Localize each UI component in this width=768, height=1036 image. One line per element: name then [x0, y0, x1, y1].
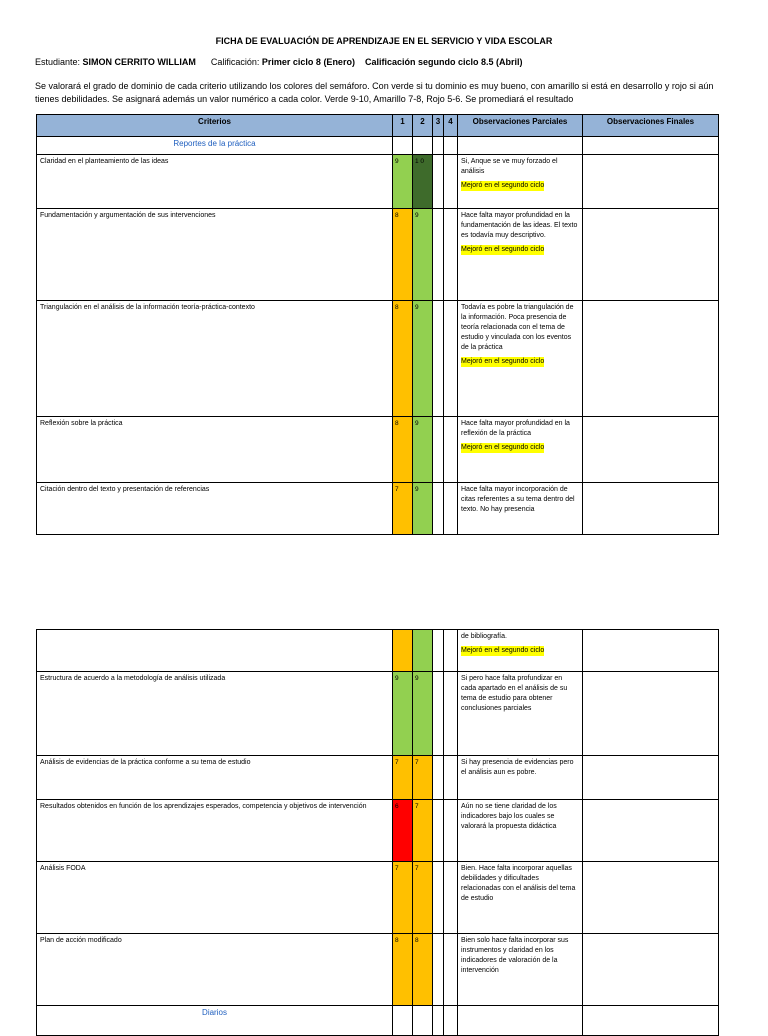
empty-cell: [433, 1006, 444, 1036]
section-title: Reportes de la práctica: [37, 137, 393, 155]
score-cycle-3: [433, 672, 444, 756]
table-row: [37, 155, 719, 209]
table-row: [37, 483, 719, 535]
criterio-cell: Citación dentro del texto y presentación de referencias: [37, 483, 393, 535]
observation-text: Si, Anque se ve muy forzado el análisis: [461, 158, 558, 175]
table-row: [37, 209, 719, 301]
column-header-observaciones-parciales: Observaciones Parciales: [458, 115, 583, 137]
criterio-cell: Análisis de evidencias de la práctica conforme a su tema de estudio: [37, 756, 393, 800]
score-cycle-4: [444, 209, 458, 301]
criterio-cell: Estructura de acuerdo a la metodología de análisis utilizada: [37, 672, 393, 756]
grade-label: Calificación:: [210, 57, 262, 67]
empty-cell: [393, 1006, 413, 1036]
grade-second-cycle: Calificación segundo ciclo 8.5 (Abril): [364, 57, 523, 67]
score-cycle-4: [444, 630, 458, 672]
score-cycle-4: [444, 934, 458, 1006]
score-cycle-3: [433, 209, 444, 301]
score-cycle-1: 8: [393, 301, 413, 417]
student-line: [35, 57, 523, 67]
score-cycle-2: 7: [413, 756, 433, 800]
score-cycle-1: 8: [393, 934, 413, 1006]
observation-text: Hace falta mayor profundidad en la reflexión de la práctica: [461, 420, 570, 437]
score-cycle-1: 8: [393, 209, 413, 301]
empty-cell: [583, 1006, 719, 1036]
observaciones-parciales-cell: [458, 800, 583, 862]
observation-text: Aún no se tiene claridad de los indicadores bajo los cuales se valorará la propuesta didáctica: [461, 803, 557, 830]
empty-cell: [413, 1006, 433, 1036]
observation-text: Todavía es pobre la triangulación de la información. Poca presencia de teoría relacionada con el tema de estudio y vinculada con los eventos de la práctica: [461, 304, 574, 351]
improvement-note: Mejoró en el segundo ciclo: [461, 246, 545, 253]
observaciones-parciales-cell: [458, 209, 583, 301]
observaciones-finales-cell: [583, 800, 719, 862]
empty-cell: [444, 1006, 458, 1036]
score-cycle-3: [433, 862, 444, 934]
score-cycle-1: 7: [393, 483, 413, 535]
column-header-4: 4: [444, 115, 458, 137]
criterio-cell: Resultados obtenidos en función de los aprendizajes esperados, competencia y objetivos de intervención: [37, 800, 393, 862]
score-cycle-3: [433, 483, 444, 535]
criterio-cell: Plan de acción modificado: [37, 934, 393, 1006]
score-cycle-4: [444, 301, 458, 417]
observaciones-finales-cell: [583, 934, 719, 1006]
score-cycle-1: 7: [393, 756, 413, 800]
observaciones-parciales-cell: [458, 672, 583, 756]
observaciones-parciales-cell: [458, 934, 583, 1006]
student-name: SIMON CERRITO WILLIAM: [82, 57, 196, 67]
observaciones-finales-cell: [583, 630, 719, 672]
score-cycle-2: 9: [413, 672, 433, 756]
score-cycle-4: [444, 672, 458, 756]
evaluation-table-page-2: [36, 629, 719, 1036]
improvement-note: Mejoró en el segundo ciclo: [461, 182, 545, 189]
score-cycle-3: [433, 301, 444, 417]
score-cycle-2: [413, 630, 433, 672]
table-row: [37, 630, 719, 672]
column-header-criterios: Criterios: [37, 115, 393, 137]
observaciones-finales-cell: [583, 483, 719, 535]
criterio-cell: Triangulación en el análisis de la información teoría-práctica-contexto: [37, 301, 393, 417]
score-cycle-4: [444, 155, 458, 209]
score-cycle-1: 7: [393, 862, 413, 934]
observaciones-finales-cell: [583, 417, 719, 483]
improvement-note: Mejoró en el segundo ciclo: [461, 358, 545, 365]
score-cycle-1: 8: [393, 417, 413, 483]
score-cycle-2: 9: [413, 209, 433, 301]
observaciones-finales-cell: [583, 209, 719, 301]
score-cycle-3: [433, 417, 444, 483]
observation-text: Hace falta mayor incorporación de citas referentes a su tema dentro del texto. No hay presencia: [461, 486, 575, 513]
criterio-cell: Claridad en el planteamiento de las ideas: [37, 155, 393, 209]
table-row: [37, 417, 719, 483]
table-row: [37, 800, 719, 862]
table-row: [37, 934, 719, 1006]
score-cycle-3: [433, 934, 444, 1006]
observation-text: Hace falta mayor profundidad en la fundamentación de las ideas. El texto es todavía muy descriptivo.: [461, 212, 578, 239]
score-cycle-2: 8: [413, 934, 433, 1006]
score-cycle-3: [433, 630, 444, 672]
observation-text: de bibliografía.: [461, 633, 507, 640]
observaciones-parciales-cell: [458, 862, 583, 934]
section-title: Diarios: [37, 1006, 393, 1036]
score-cycle-2: 9: [413, 483, 433, 535]
score-cycle-1: [393, 630, 413, 672]
score-cycle-2: 9: [413, 301, 433, 417]
observaciones-parciales-cell: [458, 483, 583, 535]
score-cycle-3: [433, 756, 444, 800]
column-header-observaciones-finales: Observaciones Finales: [583, 115, 719, 137]
column-header-3: 3: [433, 115, 444, 137]
intro-paragraph: Se valorará el grado de dominio de cada criterio utilizando los colores del semáforo. Con verde si tu dominio es muy bueno, con amarillo si está en desarrollo y rojo si aún tienes debilidades. Se asignará además un valor numérico a cada color. Verde 9-10, Amarillo 7-8, Rojo 5-6. Se promediará el resultado: [35, 81, 714, 104]
table-row: [37, 756, 719, 800]
observaciones-finales-cell: [583, 756, 719, 800]
section-row: [37, 137, 719, 155]
score-cycle-3: [433, 155, 444, 209]
score-cycle-2: 1 0: [413, 155, 433, 209]
observation-text: Bien solo hace falta incorporar sus instrumentos y claridad en los indicadores de valoración de la intervención: [461, 937, 569, 974]
table-row: [37, 862, 719, 934]
column-header-1: 1: [393, 115, 413, 137]
observaciones-finales-cell: [583, 672, 719, 756]
score-cycle-3: [433, 800, 444, 862]
observaciones-finales-cell: [583, 301, 719, 417]
column-header-2: 2: [413, 115, 433, 137]
observaciones-finales-cell: [583, 155, 719, 209]
improvement-note: Mejoró en el segundo ciclo: [461, 647, 545, 654]
grade-first-cycle: Primer ciclo 8 (Enero): [261, 57, 355, 67]
score-cycle-4: [444, 862, 458, 934]
student-label: Estudiante:: [35, 57, 83, 67]
document-title: FICHA DE EVALUACIÓN DE APRENDIZAJE EN EL SERVICIO Y VIDA ESCOLAR: [215, 36, 553, 46]
criterio-cell: [37, 630, 393, 672]
score-cycle-2: 7: [413, 862, 433, 934]
score-cycle-1: 6: [393, 800, 413, 862]
criterio-cell: Análisis FODA: [37, 862, 393, 934]
table-row: [37, 672, 719, 756]
observaciones-parciales-cell: [458, 155, 583, 209]
observaciones-finales-cell: [583, 862, 719, 934]
section-row: [37, 1006, 719, 1036]
observation-text: Bien. Hace falta incorporar aquellas debilidades y dificultades relacionadas con el análisis del tema de estudio: [461, 865, 576, 902]
observaciones-parciales-cell: [458, 756, 583, 800]
evaluation-table-page-1: [36, 114, 719, 535]
observaciones-parciales-cell: [458, 630, 583, 672]
score-cycle-2: 7: [413, 800, 433, 862]
observation-text: Si pero hace falta profundizar en cada apartado en el análisis de su tema de estudio para obtener conclusiones parciales: [461, 675, 568, 712]
score-cycle-4: [444, 417, 458, 483]
score-cycle-1: 9: [393, 672, 413, 756]
score-cycle-1: 9: [393, 155, 413, 209]
table-row: [37, 301, 719, 417]
score-cycle-4: [444, 800, 458, 862]
score-cycle-4: [444, 483, 458, 535]
score-cycle-4: [444, 756, 458, 800]
score-cycle-2: 9: [413, 417, 433, 483]
criterio-cell: Reflexión sobre la práctica: [37, 417, 393, 483]
improvement-note: Mejoró en el segundo ciclo: [461, 444, 545, 451]
observation-text: Si hay presencia de evidencias pero el análisis aun es pobre.: [461, 759, 574, 776]
observaciones-parciales-cell: [458, 301, 583, 417]
empty-cell: [458, 1006, 583, 1036]
criterio-cell: Fundamentación y argumentación de sus intervenciones: [37, 209, 393, 301]
observaciones-parciales-cell: [458, 417, 583, 483]
